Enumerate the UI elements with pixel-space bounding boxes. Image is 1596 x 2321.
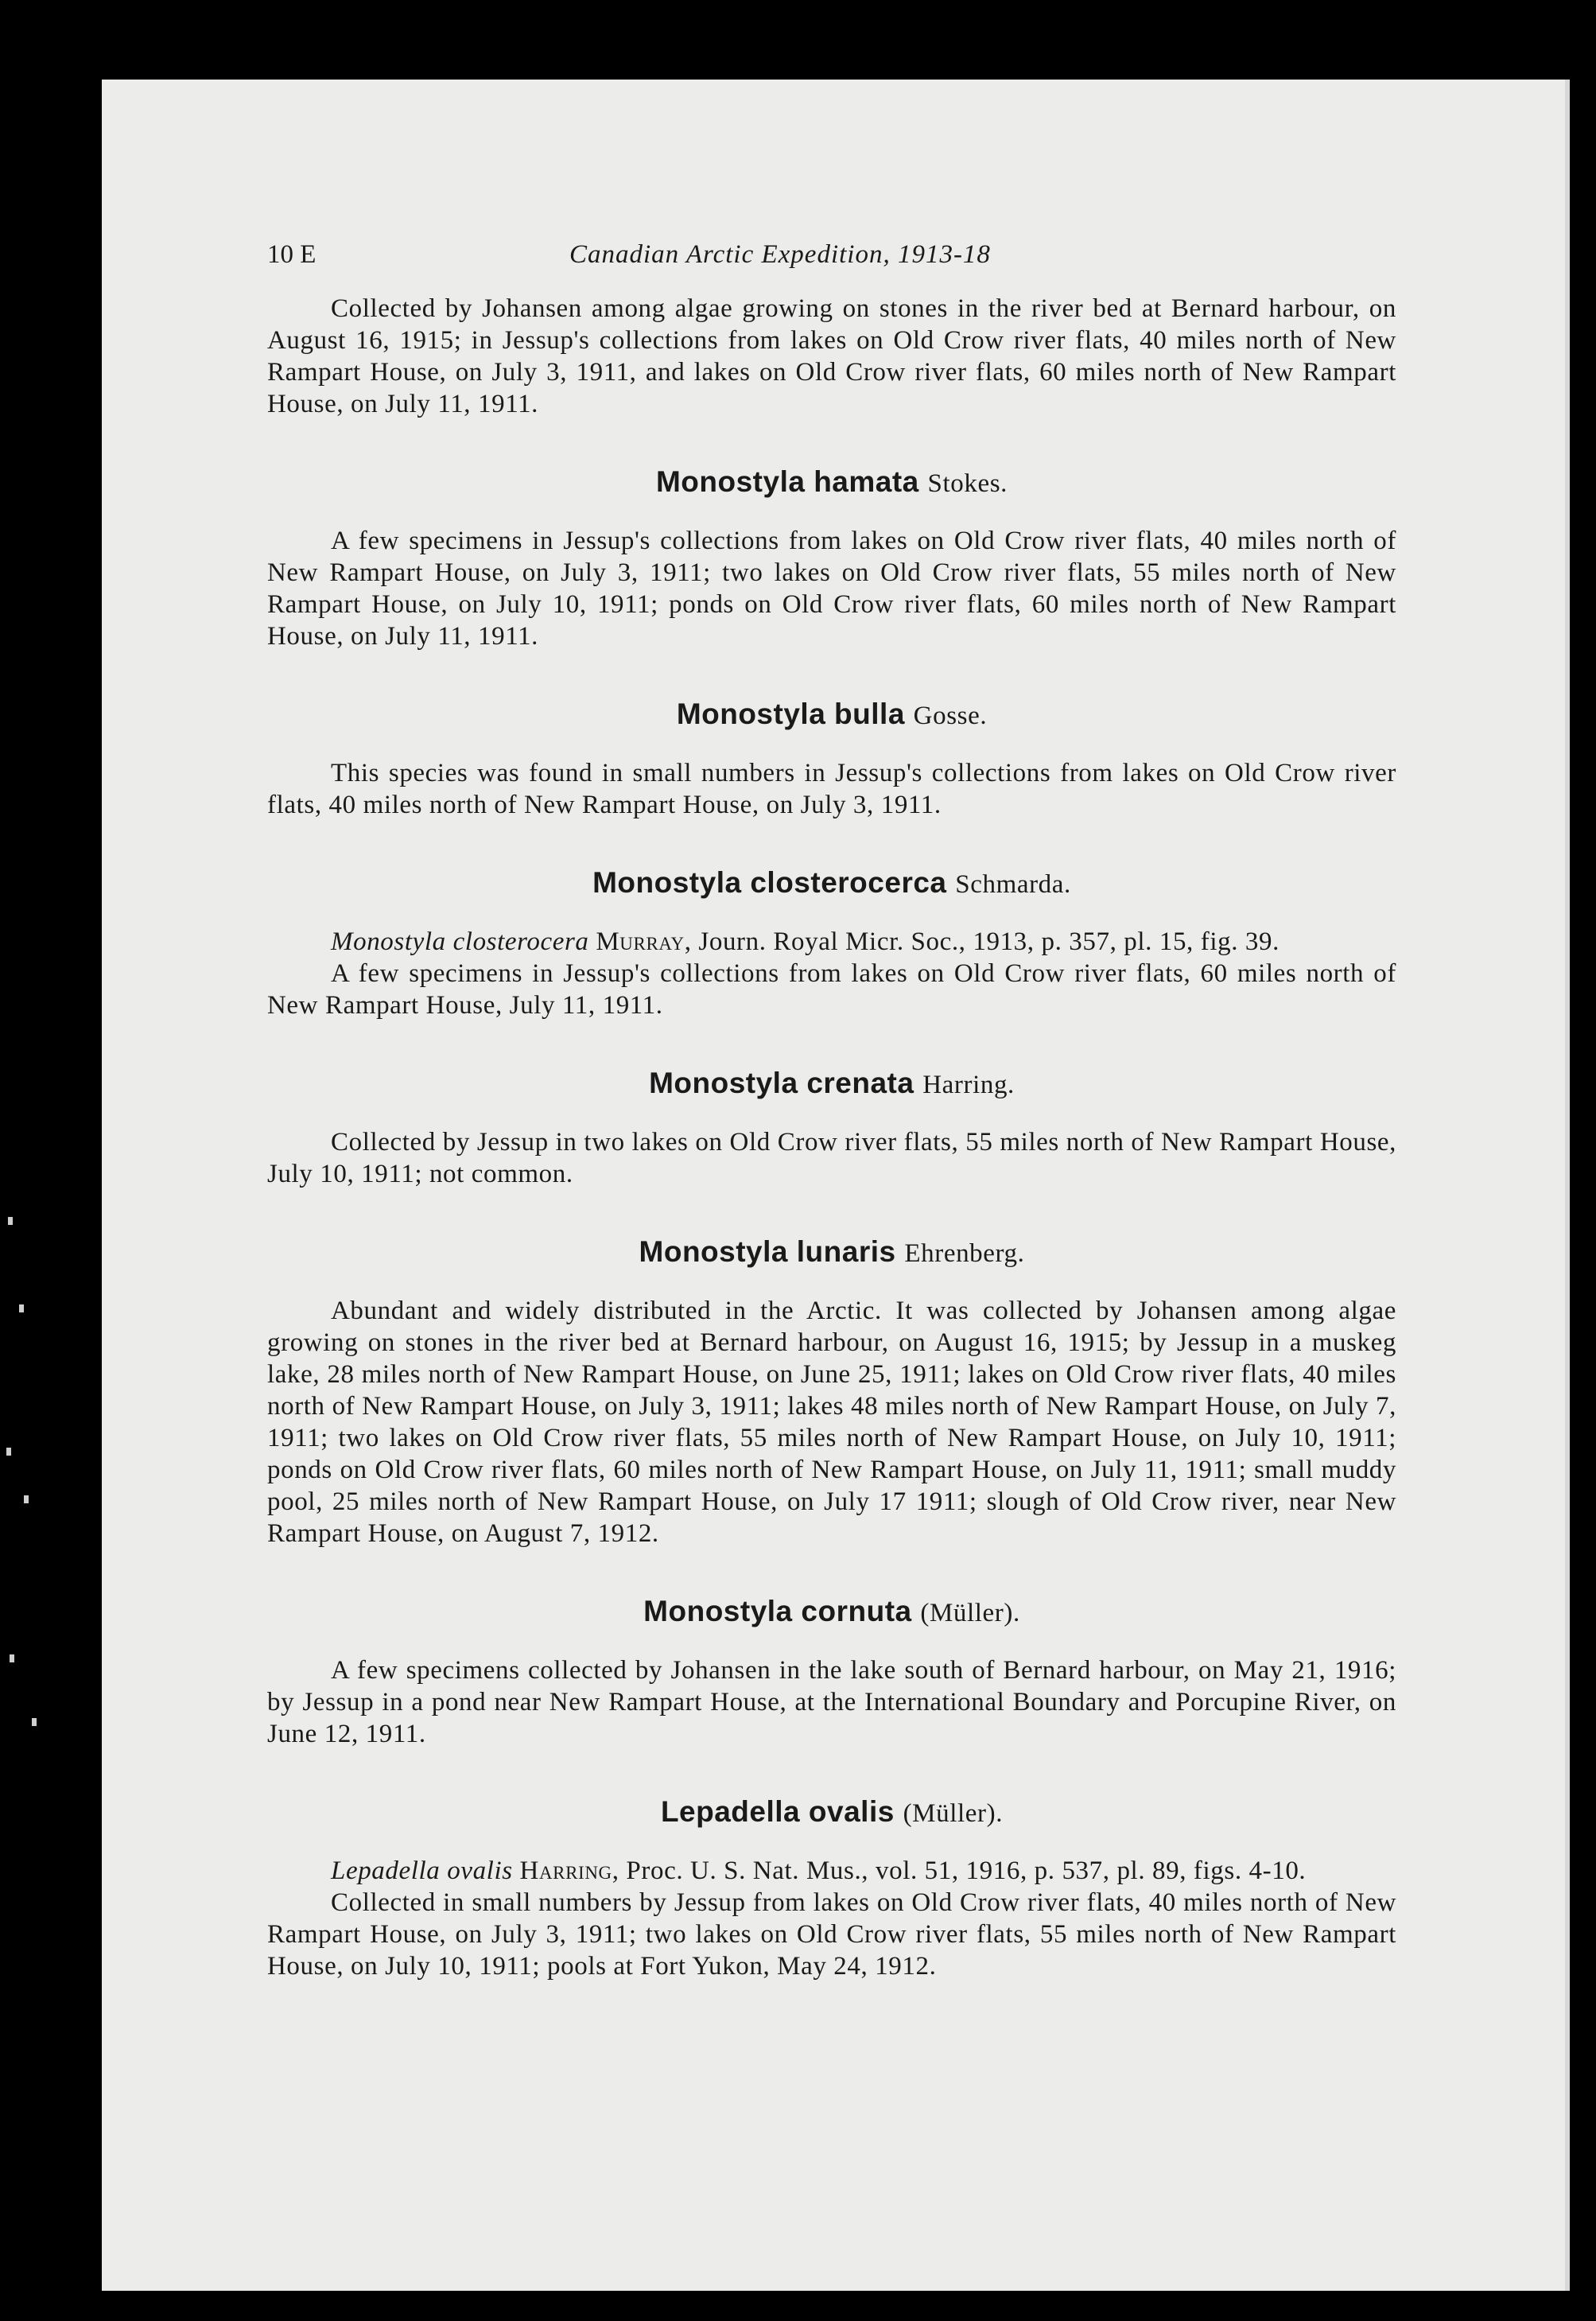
species-name: Monostyla hamata [655, 465, 919, 498]
species-heading [267, 697, 1396, 733]
page-edge [1565, 80, 1570, 2291]
species-name: Monostyla closterocerca [592, 866, 947, 899]
species-heading [267, 1794, 1396, 1831]
citation-name: Lepadella ovalis [331, 1856, 513, 1885]
text-column [267, 239, 1396, 1982]
species-heading [267, 865, 1396, 902]
species-author: (Müller). [920, 1599, 1020, 1627]
species-paragraph: Abundant and widely distributed in the Arctic. It was collected by Johansen among algae growing on stones in the river bed at Bernard harbour, on August 16, 1915; by Jessup in a muskeg lake, 28 miles north of New Rampart House, on June 25, 1911; lakes on Old Crow river flats, 40 miles north of New Rampart House, on July 3, 1911; lakes 48 miles north of New Rampart House, on July 7, 1911; two lakes on Old Crow river flats, 55 miles north of New Rampart House, on July 10, 1911; ponds on Old Crow river flats, 60 miles north of New Rampart House, on July 11, 1911; small muddy pool, 25 miles north of New Rampart House, on July 17 1911; slough of Old Crow river, near New Rampart House, on August 7, 1912. [267, 1297, 1396, 1548]
species-paragraph: Collected in small numbers by Jessup from lakes on Old Crow river flats, 40 miles north of New Rampart House, on July 3, 1911; two lakes on Old Crow river flats, 55 miles north of New Rampart House, on July 10, 1911; pools at Fort Yukon, May 24, 1912. [267, 1888, 1396, 1981]
citation [267, 1855, 1396, 1887]
running-head [267, 239, 1396, 270]
species-author: Gosse. [913, 702, 988, 730]
species-paragraph: This species was found in small numbers in Jessup's collections from lakes on Old Crow river flats, 40 miles north of New Rampart House, on July 3, 1911. [267, 759, 1396, 819]
species-paragraph: A few specimens in Jessup's collections from lakes on Old Crow river flats, 60 miles north of New Rampart House, July 11, 1911. [267, 959, 1396, 1020]
species-author: (Müller). [903, 1799, 1004, 1828]
species-name: Monostyla bulla [676, 698, 905, 730]
species-author: Ehrenberg. [904, 1239, 1025, 1268]
species-author: Harring. [922, 1071, 1015, 1099]
citation-reference: , Proc. U. S. Nat. Mus., vol. 51, 1916, p. 537, pl. 89, figs. 4-10. [612, 1856, 1307, 1885]
species-name: Lepadella ovalis [660, 1795, 895, 1828]
citation [267, 926, 1396, 958]
species-paragraph: Collected by Jessup in two lakes on Old Crow river flats, 55 miles north of New Rampart House, July 10, 1911; not common. [267, 1128, 1396, 1188]
citation-name: Monostyla closterocera [331, 927, 589, 956]
citation-author: Murray [596, 927, 685, 956]
page-number: 10 E [267, 240, 316, 269]
species-heading [267, 1594, 1396, 1631]
species-author: Stokes. [927, 469, 1008, 498]
species-name: Monostyla lunaris [639, 1235, 896, 1268]
species-heading [267, 1234, 1396, 1271]
running-title: Canadian Arctic Expedition, 1913-18 [569, 240, 991, 269]
citation-reference: , Journ. Royal Micr. Soc., 1913, p. 357, pl. 15, fig. 39. [684, 927, 1280, 956]
species-name: Monostyla cornuta [643, 1595, 912, 1627]
intro-paragraph: Collected by Johansen among algae growing on stones in the river bed at Bernard harbour, on August 16, 1915; in Jessup's collections from lakes on Old Crow river flats, 40 miles north of New Rampart House, on July 3, 1911, and lakes on Old Crow river flats, 60 miles north of New Rampart House, on July 11, 1911. [267, 294, 1396, 418]
scan-margin-marks [0, 1209, 56, 1766]
species-heading [267, 465, 1396, 501]
species-heading [267, 1066, 1396, 1102]
citation-author: Harring [519, 1856, 612, 1885]
species-paragraph: A few specimens collected by Johansen in the lake south of Bernard harbour, on May 21, 1916; by Jessup in a pond near New Rampart House, at the International Boundary and Porcupine River, on June 12, 1911. [267, 1656, 1396, 1748]
species-paragraph: A few specimens in Jessup's collections from lakes on Old Crow river flats, 40 miles north of New Rampart House, on July 3, 1911; two lakes on Old Crow river flats, 55 miles north of New Rampart House, on July 10, 1911; ponds on Old Crow river flats, 60 miles north of New Rampart House, on July 11, 1911. [267, 527, 1396, 651]
species-name: Monostyla crenata [649, 1067, 914, 1099]
species-author: Schmarda. [955, 870, 1071, 899]
